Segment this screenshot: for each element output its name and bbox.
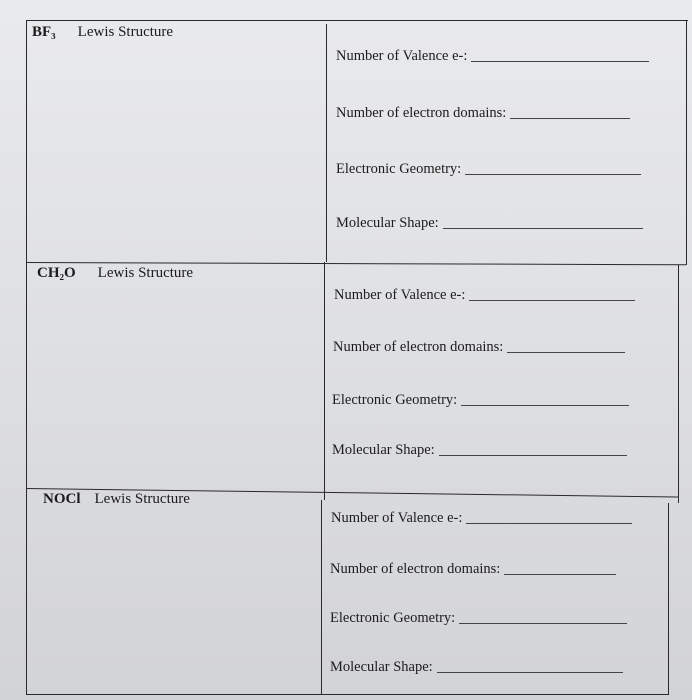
column-divider-3 xyxy=(321,500,322,695)
field-label: Number of electron domains: xyxy=(330,561,501,577)
column-divider-1 xyxy=(326,24,327,262)
answer-blank[interactable] xyxy=(510,117,630,119)
table-right-border-mid xyxy=(678,265,679,503)
column-divider-2 xyxy=(324,262,325,500)
lewis-structure-heading: Lewis Structure xyxy=(94,491,190,507)
molecular-shape-field xyxy=(332,442,627,459)
lewis-structure-heading: Lewis Structure xyxy=(97,265,194,281)
electronic-geometry-field xyxy=(330,610,627,627)
field-label: Number of electron domains: xyxy=(336,105,507,121)
lewis-structure-heading: Lewis Structure xyxy=(77,24,174,40)
field-label: Number of Valence e-: xyxy=(331,510,463,526)
answer-blank[interactable] xyxy=(461,404,629,406)
formula-label: BF₃ xyxy=(32,24,56,40)
formula-label: NOCl xyxy=(43,491,81,507)
field-label: Electronic Geometry: xyxy=(330,610,456,626)
answer-blank[interactable] xyxy=(465,173,641,175)
answer-blank[interactable] xyxy=(504,573,616,575)
table-right-border xyxy=(686,20,687,265)
field-label: Molecular Shape: xyxy=(336,215,439,231)
valence-electrons-field xyxy=(331,510,632,527)
answer-blank[interactable] xyxy=(507,351,625,353)
field-label: Electronic Geometry: xyxy=(336,161,462,177)
electronic-geometry-field xyxy=(336,161,641,178)
field-label: Molecular Shape: xyxy=(330,659,433,675)
section-nocl-title xyxy=(43,491,190,508)
field-label: Number of electron domains: xyxy=(333,339,504,355)
answer-blank[interactable] xyxy=(439,454,627,456)
answer-blank[interactable] xyxy=(459,622,627,624)
answer-blank[interactable] xyxy=(437,671,623,673)
answer-blank[interactable] xyxy=(466,522,632,524)
electron-domains-field xyxy=(333,339,625,356)
valence-electrons-field xyxy=(334,287,635,304)
electron-domains-field xyxy=(336,105,630,122)
answer-blank[interactable] xyxy=(443,227,643,229)
field-label: Molecular Shape: xyxy=(332,442,435,458)
field-label: Number of Valence e-: xyxy=(336,48,468,64)
formula-label: CH₂O xyxy=(37,265,76,281)
valence-electrons-field xyxy=(336,48,649,65)
electronic-geometry-field xyxy=(332,392,629,409)
table-left-border xyxy=(26,20,27,695)
field-label: Number of Valence e-: xyxy=(334,287,466,303)
molecular-shape-field xyxy=(330,659,623,676)
table-bottom-border xyxy=(26,694,668,695)
answer-blank[interactable] xyxy=(471,60,649,62)
field-label: Electronic Geometry: xyxy=(332,392,458,408)
section-ch2o-title xyxy=(37,265,193,282)
table-right-border-low xyxy=(668,503,669,695)
molecular-shape-field xyxy=(336,215,643,232)
electron-domains-field xyxy=(330,561,616,578)
table-top-border xyxy=(26,20,688,21)
section-bf3-title xyxy=(32,24,173,41)
answer-blank[interactable] xyxy=(469,299,635,301)
